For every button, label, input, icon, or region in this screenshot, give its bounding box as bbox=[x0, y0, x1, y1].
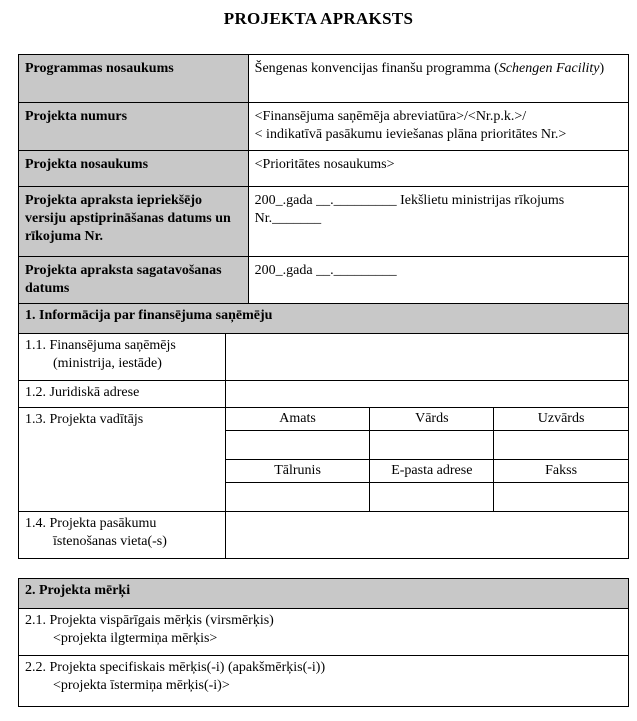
row-project-manager bbox=[19, 408, 629, 431]
beneficiary-label: 1.1. Finansējuma saņēmējs (ministrija, iestāde) bbox=[19, 334, 226, 381]
row-beneficiary bbox=[19, 334, 629, 381]
row-project-number bbox=[19, 103, 629, 151]
project-title-value: <Prioritātes nosaukums> bbox=[248, 151, 628, 187]
first-name-field bbox=[370, 431, 494, 460]
beneficiary-info-table bbox=[18, 303, 629, 559]
fax-field bbox=[494, 483, 629, 512]
fax-header: Fakss bbox=[494, 460, 629, 483]
row-preparation-date bbox=[19, 257, 629, 304]
beneficiary-value bbox=[225, 334, 628, 381]
legal-address-value bbox=[225, 381, 628, 408]
project-number-value: <Finansējuma saņēmēja abreviatūra>/<Nr.p.k.>/ < indikatīvā pasākumu ieviešanas plāna prioritātes Nr.> bbox=[248, 103, 628, 151]
row-project-title bbox=[19, 151, 629, 187]
position-field bbox=[225, 431, 370, 460]
legal-address-label: 1.2. Juridiskā adrese bbox=[19, 381, 226, 408]
implementation-place-value bbox=[225, 512, 628, 559]
program-name-label: Programmas nosaukums bbox=[19, 55, 249, 103]
row-program-name bbox=[19, 55, 629, 103]
general-goal: 2.1. Projekta vispārīgais mērķis (virsmērķis) <projekta ilgtermiņa mērķis> bbox=[19, 609, 629, 656]
first-name-header: Vārds bbox=[370, 408, 494, 431]
section2-heading: 2. Projekta mērķi bbox=[19, 579, 629, 609]
preparation-date-label: Projekta apraksta sagatavošanas datums bbox=[19, 257, 249, 304]
project-number-label: Projekta numurs bbox=[19, 103, 249, 151]
document-title: PROJEKTA APRAKSTS bbox=[223, 9, 414, 28]
preparation-date-value: 200_.gada __._________ bbox=[248, 257, 628, 304]
project-info-table bbox=[18, 54, 629, 304]
row-legal-address bbox=[19, 381, 629, 408]
project-title-label: Projekta nosaukums bbox=[19, 151, 249, 187]
surname-field bbox=[494, 431, 629, 460]
implementation-place-label: 1.4. Projekta pasākumu īstenošanas vieta(-s) bbox=[19, 512, 226, 559]
row-general-goal bbox=[19, 609, 629, 656]
surname-header: Uzvārds bbox=[494, 408, 629, 431]
email-field bbox=[370, 483, 494, 512]
row-implementation-place bbox=[19, 512, 629, 559]
project-goals-table bbox=[18, 578, 629, 707]
row-previous-version bbox=[19, 187, 629, 257]
phone-field bbox=[225, 483, 370, 512]
previous-version-value: 200_.gada __._________ Iekšlietu ministrijas rīkojums Nr._______ bbox=[248, 187, 628, 257]
phone-header: Tālrunis bbox=[225, 460, 370, 483]
email-header: E-pasta adrese bbox=[370, 460, 494, 483]
row-specific-goal bbox=[19, 656, 629, 707]
previous-version-label: Projekta apraksta iepriekšējo versiju apstiprināšanas datums un rīkojuma Nr. bbox=[19, 187, 249, 257]
section1-heading: 1. Informācija par finansējuma saņēmēju bbox=[19, 304, 629, 334]
specific-goal: 2.2. Projekta specifiskais mērķis(-i) (apakšmērķis(-i)) <projekta īstermiņa mērķis(-i)> bbox=[19, 656, 629, 707]
program-name-value: Šengenas konvencijas finanšu programma (Schengen Facility) bbox=[248, 55, 628, 103]
section2-heading-row bbox=[19, 579, 629, 609]
project-manager-label: 1.3. Projekta vadītājs bbox=[19, 408, 226, 512]
position-header: Amats bbox=[225, 408, 370, 431]
section1-heading-row bbox=[19, 304, 629, 334]
